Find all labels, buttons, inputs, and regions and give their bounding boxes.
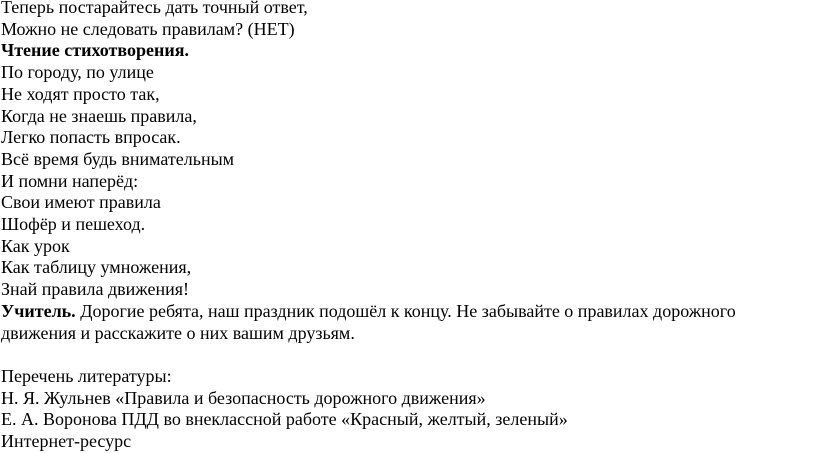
teacher-paragraph <box>1 301 791 344</box>
poem-line: Знай правила движения! <box>1 279 190 300</box>
poem-line: Легко попасть впросак. <box>1 127 181 148</box>
text-line: Можно не следовать правилам? (НЕТ) <box>1 18 295 39</box>
poem-line: Свои имеют правила <box>1 192 161 213</box>
poem-line: Как таблицу умножения, <box>1 257 192 278</box>
spacer <box>1 344 816 366</box>
literature-list <box>1 366 816 453</box>
poem-line: Шофёр и пешеход. <box>1 214 146 235</box>
literature-title: Перечень литературы: <box>1 365 172 386</box>
poem-line: Как урок <box>1 235 70 256</box>
poem-line: Всё время будь внимательным <box>1 148 235 169</box>
literature-item: Е. А. Воронова ПДД во внеклассной работе «Красный, желтый, зеленый» <box>1 409 568 430</box>
poem-line: По городу, по улице <box>1 62 154 83</box>
section-heading: Чтение стихотворения. <box>1 40 189 61</box>
teacher-text: Дорогие ребята, наш праздник подошёл к концу. Не забывайте о правилах дорожного движения и расскажите о них вашим друзьям. <box>1 300 736 343</box>
text-line: Теперь постарайтесь дать точный ответ, <box>1 0 308 17</box>
poem-line: Не ходят просто так, <box>1 83 160 104</box>
poem-line: Когда не знаешь правила, <box>1 105 197 126</box>
literature-item: Н. Я. Жульнев «Правила и безопасность дорожного движения» <box>1 387 486 408</box>
teacher-label: Учитель. <box>1 300 76 321</box>
literature-item: Интернет-ресурс <box>1 431 132 452</box>
poem-line: И помни наперёд: <box>1 170 139 191</box>
poem <box>1 62 816 301</box>
